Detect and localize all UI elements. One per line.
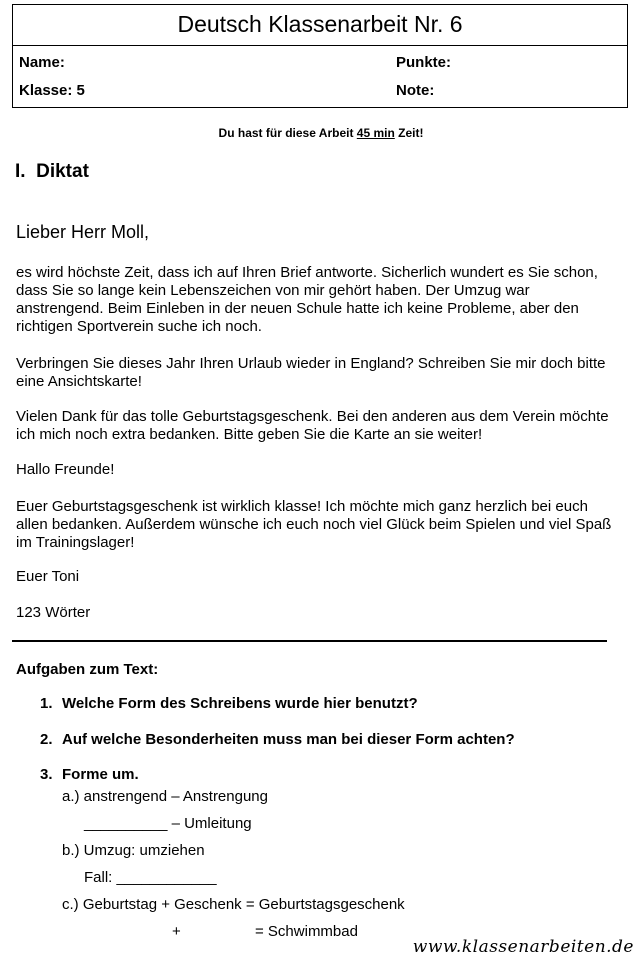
question-item	[40, 695, 418, 712]
subitem-equals: = Schwimmbad	[255, 923, 358, 940]
question-text: Forme um.	[62, 766, 139, 783]
question-number: 2.	[40, 731, 53, 748]
question-item	[40, 766, 139, 783]
section-title: I. Diktat	[15, 161, 89, 182]
word-count: 123 Wörter	[16, 604, 91, 621]
question-item	[40, 731, 515, 748]
section-divider	[12, 640, 607, 642]
question-text: Auf welche Besonderheiten muss man bei dieser Form achten?	[62, 731, 515, 748]
question-number: 1.	[40, 695, 53, 712]
question-number: 3.	[40, 766, 53, 783]
class-label: Klasse: 5	[19, 82, 85, 99]
header-divider	[13, 45, 627, 46]
letter-paragraph: es wird höchste Zeit, dass ich auf Ihren Brief antworte. Sicherlich wundert es Sie schon, dass Sie so lange kein Lebenszeichen von mir gehört haben. Der Umzug war anstrengend. Beim Einleben in der neuen Schule hatte ich keine Probleme, aber den richtigen Sportverein suche ich noch.	[16, 264, 598, 335]
time-note-duration: 45 min	[356, 126, 395, 140]
subitem: c.) Geburtstag + Geschenk = Geburtstagsgeschenk	[62, 896, 405, 913]
subitem-blank: Fall: ____________	[84, 869, 217, 886]
tasks-title: Aufgaben zum Text:	[16, 661, 159, 678]
page-title: Deutsch Klassenarbeit Nr. 6	[177, 11, 463, 37]
letter-paragraph: Hallo Freunde!	[16, 461, 115, 478]
question-text: Welche Form des Schreibens wurde hier benutzt?	[62, 695, 418, 712]
points-label: Punkte:	[396, 54, 452, 71]
letter-greeting: Lieber Herr Moll,	[16, 222, 150, 242]
letter-paragraph: Euer Geburtstagsgeschenk ist wirklich klasse! Ich möchte mich ganz herzlich bei euch allen bedanken. Außerdem wünsche ich euch noch viel Glück beim Spielen und viel Spaß im Trainingslager!	[16, 498, 612, 551]
header-box	[12, 4, 628, 108]
subitem: b.) Umzug: umziehen	[62, 842, 205, 859]
letter-paragraph: Vielen Dank für das tolle Geburtstagsgeschenk. Bei den anderen aus dem Verein möchte ich mich noch extra bedanken. Bitte geben Sie die Karte an sie weiter!	[16, 408, 609, 443]
watermark: www.klassenarbeiten.de	[412, 937, 634, 957]
letter-signature: Euer Toni	[16, 568, 80, 585]
subitem-plus: +	[172, 923, 181, 940]
subitem: a.) anstrengend – Anstrengung	[62, 788, 268, 805]
time-note-prefix: Du hast für diese Arbeit	[218, 126, 357, 140]
time-note-suffix: Zeit!	[394, 126, 424, 140]
grade-label: Note:	[396, 82, 435, 99]
name-label: Name:	[19, 54, 65, 71]
time-note	[0, 126, 642, 140]
letter-paragraph: Verbringen Sie dieses Jahr Ihren Urlaub wieder in England? Schreiben Sie mir doch bitte eine Ansichtskarte!	[16, 355, 606, 390]
subitem-blank: __________ – Umleitung	[84, 815, 252, 832]
